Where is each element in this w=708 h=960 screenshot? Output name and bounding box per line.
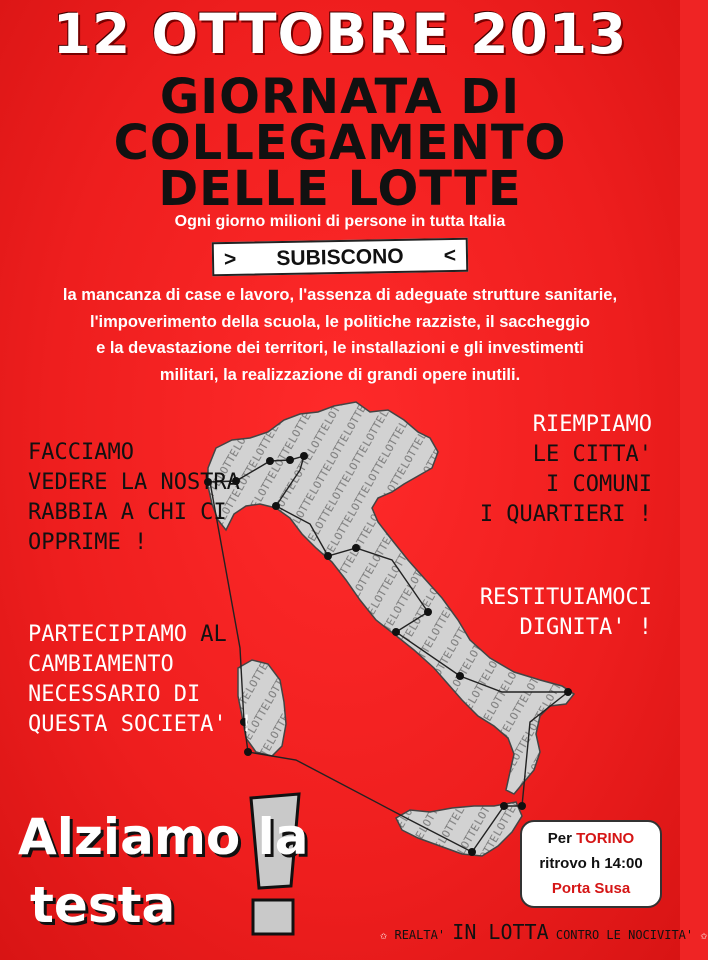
footer-contro: CONTRO LE NOCIVITA' [555, 928, 694, 942]
star-icon: ✩ [700, 928, 708, 942]
route-point [424, 608, 432, 616]
slogan-facciamo [28, 438, 240, 558]
body-line-2: l'impoverimento della scuola, le politiche razziste, il saccheggio [90, 313, 590, 331]
footer-realta: REALTA' [394, 928, 446, 942]
facciamo-line-4: OPPRIME ! [28, 530, 148, 555]
route-point [564, 688, 572, 696]
restituiamoci-line-1: RESTITUIAMOCI [479, 585, 652, 610]
title-line-3: DELLE LOTTE [158, 161, 522, 217]
route-point [468, 848, 476, 856]
slogan-restituiamoci [480, 583, 652, 643]
title-line-1: GIORNATA DI [159, 69, 521, 125]
partecipiamo-al: AL [200, 622, 227, 647]
partecipiamo-line-4: QUESTA SOCIETA' ! [28, 712, 254, 737]
body-line-4: militari, la realizzazione di grandi opere inutili. [159, 366, 521, 384]
intro-text: Ogni giorno milioni di persone in tutta Italia [174, 213, 506, 230]
partecipiamo-line-2: CAMBIAMENTO [28, 652, 174, 677]
partecipiamo-word: PARTECIPIAMO [28, 622, 187, 647]
facciamo-line-2: VEDERE LA NOSTRA [28, 470, 240, 495]
slogan-testa: testa [30, 876, 176, 934]
route-point [266, 457, 274, 465]
route-point [300, 452, 308, 460]
restituiamoci-line-2: DIGNITA' ! [519, 615, 652, 640]
body-line-1: la mancanza di case e lavoro, l'assenza di adeguate strutture sanitarie, [62, 286, 618, 304]
riempiamo-line-3: I COMUNI [546, 472, 652, 497]
facciamo-line-3: RABBIA A CHI CI [28, 500, 227, 525]
banner-left-bracket: > [223, 247, 237, 272]
route-point [272, 502, 280, 510]
slogan-riempiamo [480, 410, 652, 530]
footer-in-lotta: IN LOTTA [452, 920, 549, 944]
star-icon: ✩ [380, 928, 388, 942]
partecipiamo-line-1 [28, 620, 253, 650]
riempiamo-line-2: LE CITTA' [532, 442, 652, 467]
exclamation-dot [253, 900, 293, 934]
meeting-city: TORINO [576, 830, 635, 847]
banner-right-bracket: < [443, 243, 457, 268]
sicily-shape [396, 802, 522, 856]
route-point [352, 544, 360, 552]
body-line-3: e la devastazione dei territori, le installazioni e gli investimenti [96, 339, 584, 357]
meeting-prefix: Per [547, 830, 572, 847]
banner-word: SUBISCONO [276, 244, 404, 271]
route-point [456, 672, 464, 680]
title-line-2: COLLEGAMENTO [113, 115, 567, 171]
slogan-partecipiamo [28, 620, 253, 740]
route-point [392, 628, 400, 636]
route-point [500, 802, 508, 810]
riempiamo-line-4: I QUARTIERI ! [479, 502, 652, 527]
meeting-place: Porta Susa [551, 880, 631, 897]
facciamo-line-1: FACCIAMO [28, 440, 134, 465]
partecipiamo-line-3: NECESSARIO DI [28, 682, 201, 707]
meeting-city-line [522, 826, 660, 851]
route-point [324, 552, 332, 560]
footer-tagline [380, 920, 708, 944]
event-date: 12 OTTOBRE 2013 [52, 2, 628, 66]
riempiamo-line-1: RIEMPIAMO [532, 412, 652, 437]
slogan-alziamo: Alziamo la [18, 808, 309, 866]
route-point [286, 456, 294, 464]
route-point [518, 802, 526, 810]
meeting-info-box [520, 820, 662, 908]
route-point [244, 748, 252, 756]
meeting-time: ritrovo h 14:00 [539, 855, 643, 872]
